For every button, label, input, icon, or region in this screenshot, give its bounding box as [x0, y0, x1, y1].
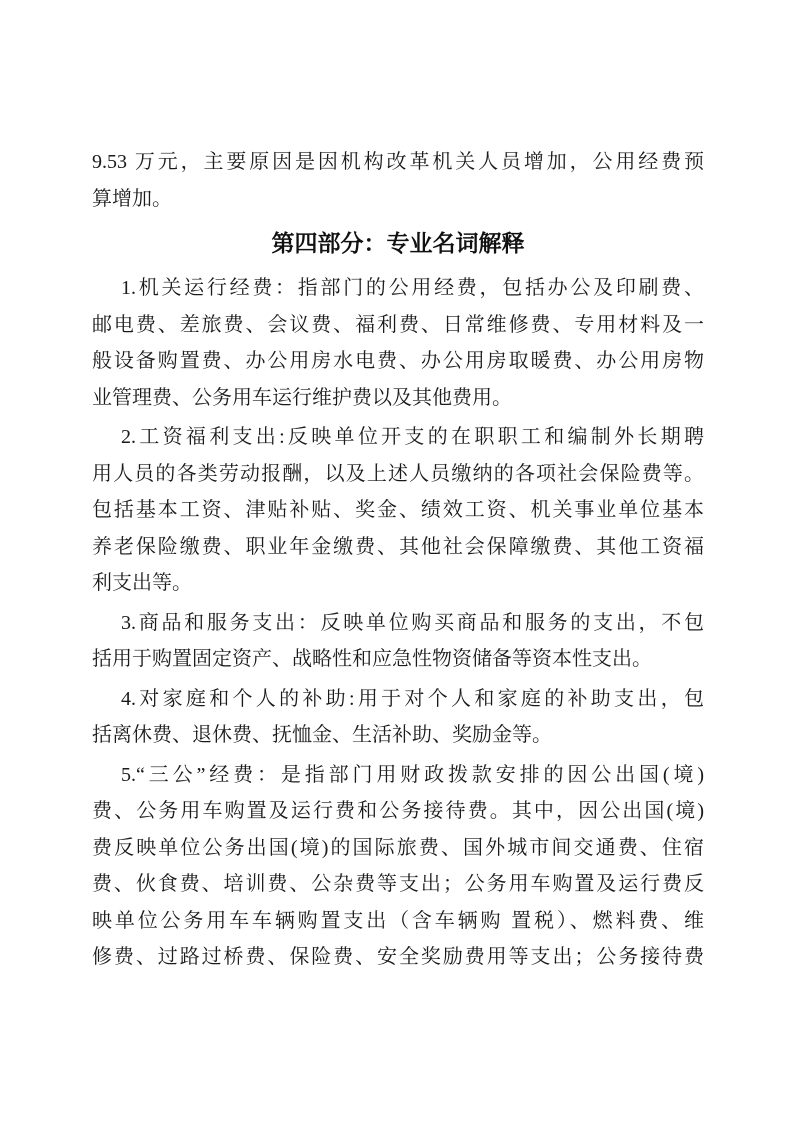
text-line: 3.商品和服务支出：反映单位购买商品和服务的支出，不包: [121, 611, 704, 634]
text-line: 邮电费、差旅费、会议费、福利费、日常维修费、专用材料及一: [92, 313, 704, 336]
section-heading: 第四部分：专业名词解释: [271, 230, 525, 256]
text-line: 1.机关运行经费：指部门的公用经费，包括办公及印刷费、: [121, 277, 704, 299]
page-content: [92, 144, 704, 976]
text-line: 利支出等。: [92, 572, 192, 594]
paragraph-continuation: [92, 144, 704, 217]
paragraph-3-goods-services-expenditure: [92, 605, 704, 678]
text-line: 修费、过路过桥费、保险费、安全奖励费用等支出；公务接待费: [92, 946, 704, 968]
paragraph-1-organ-operating-expenses: [92, 270, 704, 416]
paragraph-4-subsidies-families-individuals: [92, 681, 704, 754]
text-line: 2.工资福利支出:反映单位开支的在职职工和编制外长期聘: [121, 426, 704, 448]
text-line: 包括基本工资、津贴补贴、奖金、绩效工资、机关事业单位基本: [92, 499, 704, 521]
text-line: 映单位公务用车车辆购置支出（含车辆购 置税）、燃料费、维: [92, 909, 704, 932]
text-line: 4.对家庭和个人的补助:用于对个人和家庭的补助支出，包: [121, 687, 704, 710]
text-line: 算增加。: [92, 187, 172, 210]
text-line: 费、伙食费、培训费、公杂费等支出；公务用车购置及运行费反: [92, 873, 704, 895]
text-line: 业管理费、公务用车运行维护费以及其他费用。: [92, 386, 512, 409]
paragraph-2-salary-welfare-expenditure: [92, 419, 704, 602]
text-line: 费、公务用车购置及运行费和公务接待费。其中，因公出国(境): [92, 800, 704, 822]
text-line: 费反映单位公务出国(境)的国际旅费、国外城市间交通费、住宿: [92, 836, 704, 859]
text-line: 养老保险缴费、职业年金缴费、其他社会保障缴费、其他工资福: [92, 535, 704, 558]
text-line: 括用于购置固定资产、战略性和应急性物资储备等资本性支出。: [92, 648, 652, 670]
text-line: 般设备购置费、办公用房水电费、办公用房取暖费、办公用房物: [92, 350, 704, 372]
text-line: 9.53 万元，主要原因是因机构改革机关人员增加，公用经费预: [92, 151, 704, 173]
text-line: 5.“三公”经费：是指部门用财政拨款安排的因公出国(境): [121, 763, 704, 786]
paragraph-5-three-public-funds: [92, 757, 704, 976]
text-line: 用人员的各类劳动报酬，以及上述人员缴纳的各项社会保险费等。: [92, 462, 704, 485]
text-line: 括离休费、退休费、抚恤金、生活补助、奖励金等。: [92, 724, 552, 746]
